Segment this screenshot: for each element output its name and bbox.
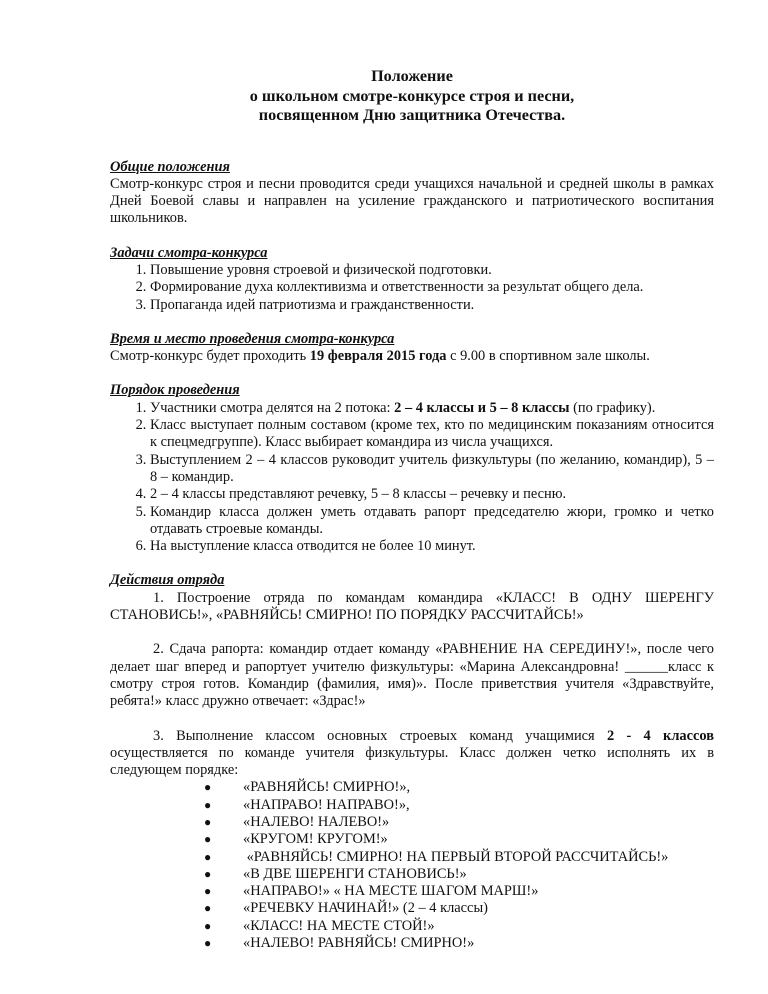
commands-list (110, 779, 714, 952)
list-item (204, 796, 714, 814)
order-item1-pre: Участники смотра делятся на 2 потока: (150, 399, 395, 416)
time-place-heading: Время и место проведения смотра-конкурса (110, 330, 395, 347)
list-item (204, 883, 714, 900)
command-text: «КЛАСС! НА МЕСТЕ СТОЙ!» (243, 917, 435, 934)
time-place-pre: Смотр-конкурс будет проходить (110, 348, 310, 365)
order-item1-post: (по графику). (569, 399, 656, 416)
actions-paragraph-3 (110, 728, 714, 780)
tasks-heading: Задачи смотра-конкурса (110, 244, 268, 261)
time-place-text (110, 348, 714, 365)
list-item (204, 779, 714, 796)
actions-p3-post: осуществляется по команде учителя физкультуры. Класс должен четко исполнять их в следующем порядке: (110, 744, 714, 779)
list-item (204, 935, 714, 952)
command-text: «В ДВЕ ШЕРЕНГИ СТАНОВИСЬ!» (243, 865, 467, 882)
list-item (204, 814, 714, 831)
bullet-icon: ● (204, 849, 212, 864)
list-item: 5. Командир класса должен уметь отдавать рапорт председателю жюри, громко и четко отдавать строевые команды. (150, 504, 714, 539)
bullet-icon: ● (204, 918, 212, 933)
list-item: 3. Выступлением 2 – 4 классов руководит учитель физкультуры (по желанию, командир), 5 – 8 – командир. (150, 452, 714, 487)
actions-paragraph-2: 2. Сдача рапорта: командир отдает команду «РАВНЕНИЕ НА СЕРЕДИНУ!», после чего делает шаг вперед и рапортует учителю физкультуры: «Марина Александровна! ______класс к смотру строя готов. Командир (фамилия, имя)». После приветствия учителя «Здравствуйте, ребята!» класс дружно отвечает: «Здрас!» (110, 641, 714, 710)
bullet-icon: ● (204, 815, 212, 829)
actions-p3-pre: 3. Выполнение классом основных строевых команд учащимися (153, 727, 607, 744)
list-item: 1. Повышение уровня строевой и физической подготовки. (150, 262, 714, 279)
document-page (110, 67, 714, 952)
document-title (110, 67, 714, 126)
list-item (204, 831, 714, 848)
bullet-icon: ● (204, 884, 212, 899)
list-item (150, 400, 714, 417)
order-list (110, 400, 714, 556)
list-item: 2. Формирование духа коллективизма и ответственности за результат общего дела. (150, 279, 714, 296)
command-text: «КРУГОМ! КРУГОМ!» (243, 831, 388, 848)
order-heading: Порядок проведения (110, 382, 240, 399)
tasks-list (110, 262, 714, 314)
list-item: 2. Класс выступает полным составом (кроме тех, кто по медицинским показаниям относится к спецмедгруппе). Класс выбирает командира из числа учащихся. (150, 417, 714, 452)
list-item (204, 900, 714, 917)
general-text: Смотр-конкурс строя и песни проводится среди учащихся начальной и средней школы в рамках Дней Боевой славы и направлен на усиление гражданского и патриотического воспитания школьников. (110, 175, 714, 227)
order-item1-bold: 2 – 4 классы и 5 – 8 классы (394, 399, 570, 416)
general-heading: Общие положения (110, 158, 230, 175)
time-place-post: с 9.00 в спортивном зале школы. (446, 348, 650, 365)
list-item: 6. На выступление класса отводится не более 10 минут. (150, 538, 714, 555)
list-item: 3. Пропаганда идей патриотизма и гражданственности. (150, 297, 714, 314)
command-text: «РАВНЯЙСЬ! СМИРНО!», (243, 779, 411, 796)
title-line-3: посвященном Дню защитника Отечества. (258, 106, 566, 124)
title-line-1: Положение (371, 67, 453, 85)
list-item (204, 865, 714, 883)
command-text: «НАПРАВО! НАПРАВО!», (243, 796, 410, 813)
list-item (204, 848, 714, 866)
command-text: «НАЛЕВО! РАВНЯЙСЬ! СМИРНО!» (243, 935, 475, 952)
bullet-icon: ● (204, 936, 212, 951)
list-item: 4. 2 – 4 классы представляют речевку, 5 – 8 классы – речевку и песню. (150, 486, 714, 503)
command-text: «НАПРАВО!» « НА МЕСТЕ ШАГОМ МАРШ!» (243, 883, 539, 900)
bullet-icon: ● (204, 901, 212, 916)
bullet-icon: ● (204, 797, 212, 812)
command-text: «НАЛЕВО! НАЛЕВО!» (243, 814, 390, 830)
command-text: «РЕЧЕВКУ НАЧИНАЙ!» (2 – 4 классы) (243, 900, 488, 917)
event-date: 19 февраля 2015 года (309, 348, 447, 365)
list-item (204, 917, 714, 935)
actions-heading: Действия отряда (110, 572, 225, 589)
bullet-icon: ● (204, 832, 212, 847)
bullet-icon: ● (204, 866, 212, 881)
actions-paragraph-1: 1. Построение отряда по командам командира «КЛАСС! В ОДНУ ШЕРЕНГУ СТАНОВИСЬ!», «РАВНЯЙСЬ! СМИРНО! ПО ПОРЯДКУ РАССЧИТАЙСЬ!» (110, 589, 714, 624)
bullet-icon: ● (204, 780, 212, 795)
command-text: «РАВНЯЙСЬ! СМИРНО! НА ПЕРВЫЙ ВТОРОЙ РАССЧИТАЙСЬ!» (243, 848, 669, 865)
title-line-2: о школьном смотре-конкурсе строя и песни, (249, 86, 575, 105)
actions-p3-bold: 2 - 4 классов (606, 727, 714, 744)
